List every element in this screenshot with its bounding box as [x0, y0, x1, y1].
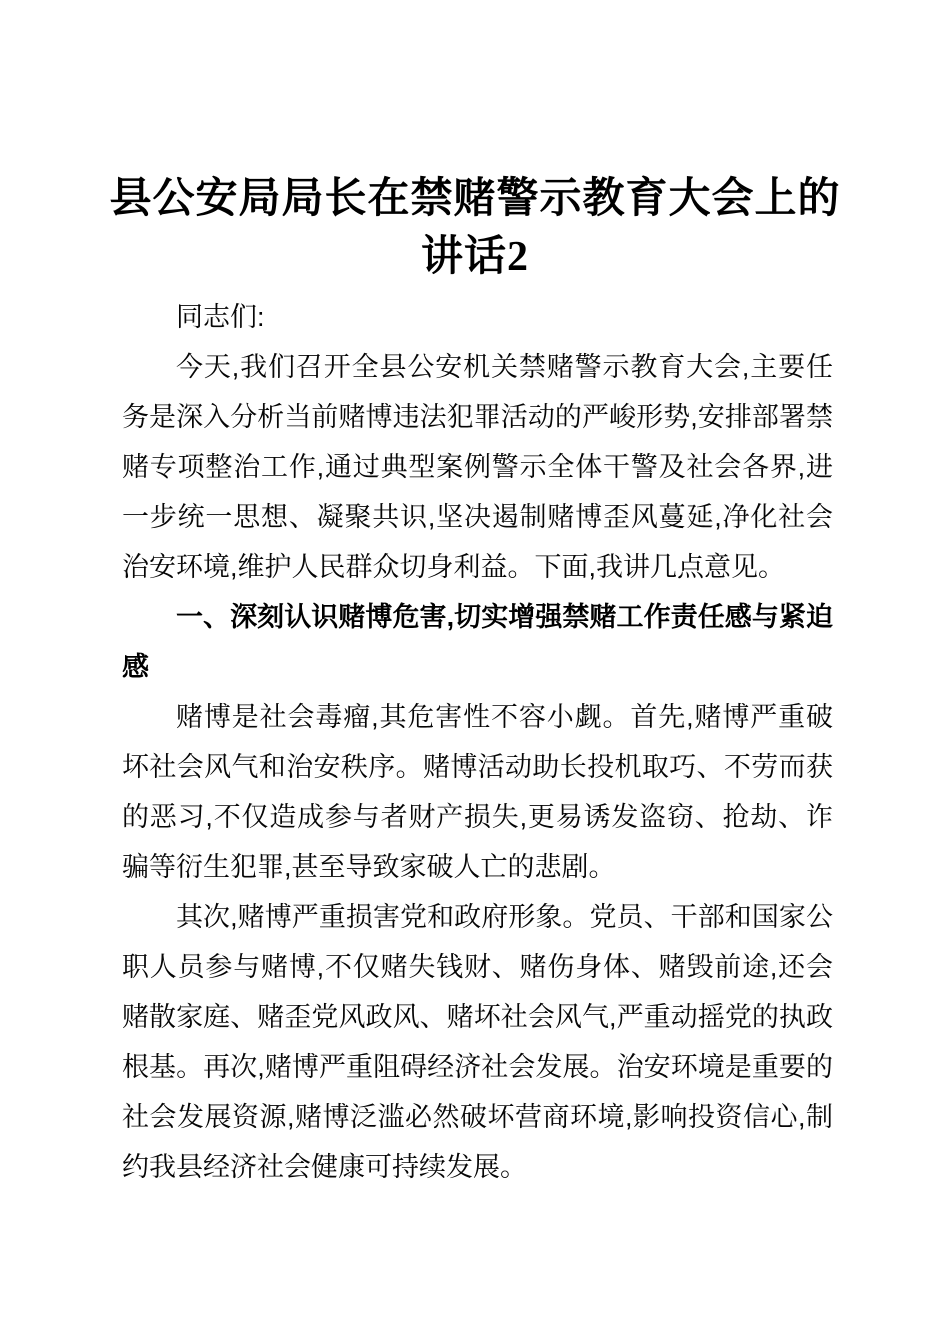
- body-paragraph-harm-1: 赌博是社会毒瘤,其危害性不容小觑。首先,赌博严重破坏社会风气和治安秩序。赌博活动助长投机取巧、不劳而获的恶习,不仅造成参与者财产损失,更易诱发盗窃、抢劫、诈骗等衍生犯罪,甚至导致家破人亡的悲剧。: [122, 702, 833, 882]
- body-paragraph-harm-2: 其次,赌博严重损害党和政府形象。党员、干部和国家公职人员参与赌博,不仅赌失钱财、赌伤身体、赌毁前途,还会赌散家庭、赌歪党风政风、赌坏社会风气,严重动摇党的执政根基。再次,赌博严重阻碍经济社会发展。治安环境是重要的社会发展资源,赌博泛滥必然破坏营商环境,影响投资信心,制约我县经济社会健康可持续发展。: [122, 902, 833, 1182]
- document-title-line2: 讲话2: [420, 234, 529, 280]
- document-title: [0, 170, 950, 286]
- document-body: [122, 292, 833, 1192]
- salutation-paragraph: 同志们:: [176, 302, 265, 332]
- intro-paragraph: 今天,我们召开全县公安机关禁赌警示教育大会,主要任务是深入分析当前赌博违法犯罪活动的严峻形势,安排部署禁赌专项整治工作,通过典型案例警示全体干警及社会各界,进一步统一思想、凝聚共识,坚决遏制赌博歪风蔓延,净化社会治安环境,维护人民群众切身利益。下面,我讲几点意见。: [122, 352, 833, 582]
- section-heading-1: 一、深刻认识赌博危害,切实增强禁赌工作责任感与紧迫感: [122, 602, 833, 682]
- document-title-line1: 县公安局局长在禁赌警示教育大会上的: [109, 176, 841, 222]
